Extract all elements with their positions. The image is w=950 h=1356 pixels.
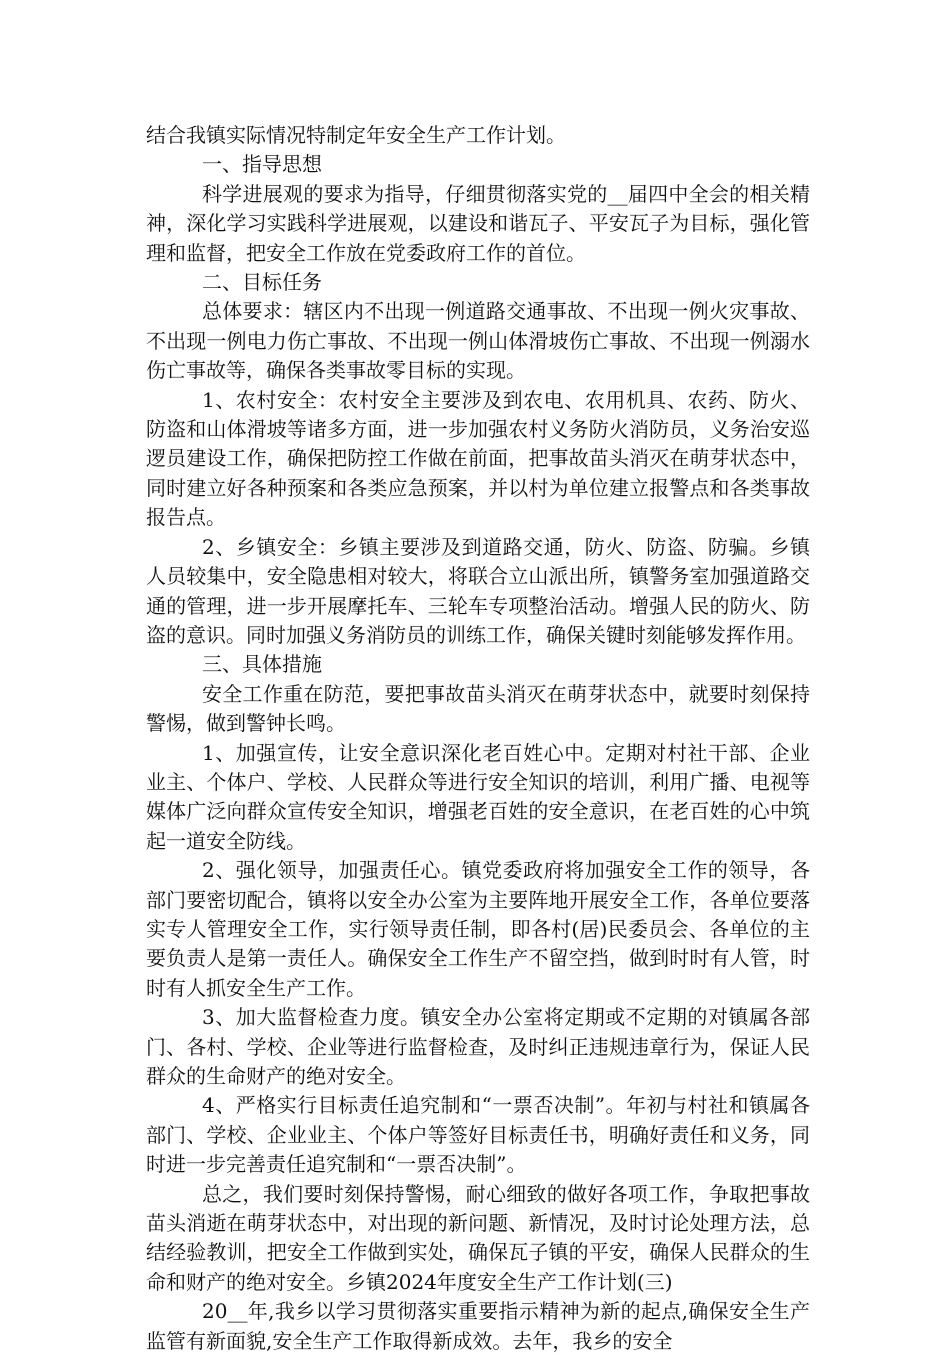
paragraph-overall-requirements: 总体要求：辖区内不出现一例道路交通事故、不出现一例火灾事故、不出现一例电力伤亡事故、不出现一例山体滑坡伤亡事故、不出现一例溺水伤亡事故等，确保各类事故零目标的实现。 (146, 299, 810, 383)
paragraph-measure-publicity: 1、加强宣传，让安全意识深化老百姓心中。定期对村社干部、企业业主、个体户、学校、人民群众等进行安全知识的培训，利用广播、电视等媒体广泛向群众宣传安全知识，增强老百姓的安全意识，在老百姓的心中筑起一道安全防线。 (146, 740, 810, 853)
paragraph-measure-accountability: 4、严格实行目标责任追究制和“一票否决制”。年初与村社和镇属各部门、学校、企业业主、个体户等签好目标责任书，明确好责任和义务，同时进一步完善责任追究制和“一票否决制”。 (146, 1093, 810, 1177)
paragraph-measure-leadership: 2、强化领导，加强责任心。镇党委政府将加强安全工作的领导，各部门要密切配合，镇将以安全办公室为主要阵地开展安全工作，各单位要落实专人管理安全工作，实行领导责任制，即各村(居)民委员会、各单位的主要负责人是第一责任人。确保安全工作生产不留空挡，做到时时有人管，时时有人抓安全生产工作。 (146, 858, 810, 1000)
paragraph-conclusion: 总之，我们要时刻保持警惕，耐心细致的做好各项工作，争取把事故苗头消逝在萌芽状态中，对出现的新问题、新情况，及时讨论处理方法，总结经验教训，把安全工作做到实处，确保瓦子镇的平安，确保人民群众的生命和财产的绝对安全。乡镇2024年度安全生产工作计划(三) (146, 1181, 810, 1294)
section-heading-measures: 三、具体措施 (202, 652, 322, 677)
paragraph-guiding-thought: 科学进展观的要求为指导，仔细贯彻落实党的__届四中全会的相关精神，深化学习实践科学进展观，以建设和谐瓦子、平安瓦子为目标，强化管理和监督，把安全工作放在党委政府工作的首位。 (146, 181, 810, 265)
document-body (146, 121, 810, 1356)
paragraph-township-safety: 2、乡镇安全：乡镇主要涉及到道路交通，防火、防盗、防骗。乡镇人员较集中，安全隐患相对较大，将联合立山派出所，镇警务室加强道路交通的管理，进一步开展摩托车、三轮车专项整治活动。增强人民的防火、防盗的意识。同时加强义务消防员的训练工作，确保关键时刻能够发挥作用。 (146, 534, 810, 647)
paragraph-rural-safety: 1、农村安全：农村安全主要涉及到农电、农用机具、农药、防火、防盗和山体滑坡等诸多方面，进一步加强农村义务防火消防员，义务治安巡逻员建设工作，确保把防控工作做在前面，把事故苗头消灭在萌芽状态中，同时建立好各种预案和各类应急预案，并以村为单位建立报警点和各类事故报告点。 (146, 387, 810, 530)
paragraph-prevention: 安全工作重在防范，要把事故苗头消灭在萌芽状态中，就要时刻保持警惕，做到警钟长鸣。 (146, 681, 810, 736)
intro-line: 结合我镇实际情况特制定年安全生产工作计划。 (146, 123, 566, 147)
paragraph-next-plan: 20__年,我乡以学习贯彻落实重要指示精神为新的起点,确保安全生产监管有新面貌,安全生产工作取得新成效。去年，我乡的安全 (146, 1299, 810, 1353)
paragraph-measure-supervision: 3、加大监督检查力度。镇安全办公室将定期或不定期的对镇属各部门、各村、学校、企业等进行监督检查，及时纠正违规违章行为，保证人民群众的生命财产的绝对安全。 (146, 1005, 810, 1088)
section-heading-goals: 二、目标任务 (202, 270, 322, 295)
section-heading-guiding-thought: 一、指导思想 (202, 152, 322, 177)
